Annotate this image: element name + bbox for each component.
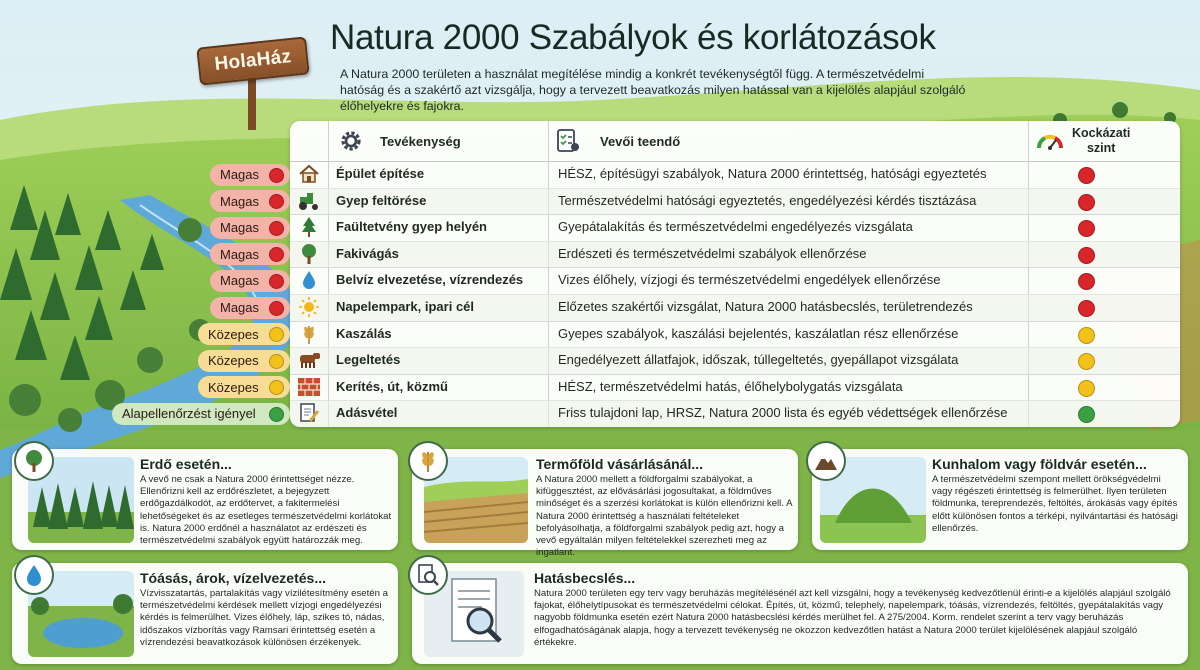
risk-level-badge: [198, 376, 290, 398]
checklist-icon: [556, 121, 584, 161]
todo-cell: Gyepátalakítás és természetvédelmi engedélyezés vizsgálata: [558, 219, 913, 235]
risk-level-label: Alapellenőrzést igényel: [122, 406, 256, 422]
risk-indicator: [1078, 380, 1095, 397]
tractor-icon: [296, 190, 322, 212]
risk-indicator: [1078, 167, 1095, 184]
risk-indicator: [1078, 353, 1095, 370]
page-title: Natura 2000 Szabályok és korlátozások: [330, 18, 936, 57]
risk-level-dot: [269, 274, 284, 289]
water-drop-icon: [14, 555, 54, 595]
todo-cell: HÉSZ, természetvédelmi hatás, élőhelybolygatás vizsgálata: [558, 378, 903, 394]
activity-cell: Legeltetés: [336, 352, 401, 368]
table-row: [290, 347, 1180, 375]
card-farmland-text: A Natura 2000 mellett a földforgalmi szabályokat, a kifüggesztést, az elővásárlási jogosultakat, a földműves minőséget és a szerzési korlátokat is külön ellenőrizni kell. A Natura 2000 érintettség a használati feltételeket befolyásolhatja, a földforgalmi szabályok pedig azt, hogy a vevő egyáltalán milyen feltételekkel szerezheti meg az ingatlant.: [536, 474, 792, 559]
card-farmland: [412, 449, 798, 559]
activity-cell: Adásvétel: [336, 405, 398, 421]
todo-cell: HÉSZ, építésügyi szabályok, Natura 2000 érintettség, hatósági egyeztetés: [558, 166, 987, 181]
risk-indicator: [1078, 300, 1095, 317]
risk-level-label: Magas: [220, 167, 260, 182]
brick-wall-icon: [296, 376, 322, 398]
magnifier-document-icon: [408, 555, 448, 595]
risk-level-badge: [210, 190, 290, 212]
risk-level-dot: [269, 247, 284, 262]
house-icon: [296, 163, 322, 185]
risk-level-label: Közepes: [208, 353, 259, 369]
mountain-icon: [806, 441, 846, 481]
card-forest-text: A vevő ne csak a Natura 2000 érintettséget nézze. Ellenőrizni kell az erdőrészletet, a bejegyzett erdőgazdálkodót, az erdőtervet, a fakitermelési lehetőségeket és az esetleges természetvédelmi korlátokat is. Natura 2000 erdőnél a használatot az erdészeti és természetvédelmi szabályok együtt határozzák meg.: [140, 474, 392, 547]
risk-level-label: Magas: [220, 273, 260, 289]
header-todo: Vevői teendő: [600, 133, 681, 149]
risk-indicator: [1078, 273, 1095, 290]
gauge-icon: [1036, 121, 1066, 161]
table-body: [290, 161, 1180, 427]
risk-level-label: Magas: [220, 220, 260, 236]
risk-level-dot: [269, 380, 284, 395]
risk-level-label: Magas: [220, 193, 260, 209]
risk-level-badge: [198, 323, 290, 345]
card-impact: [412, 563, 1188, 664]
activity-cell: Kerítés, út, közmű: [336, 378, 448, 394]
todo-cell: Természetvédelmi hatósági egyeztetés, engedélyezési kérdés tisztázása: [558, 192, 977, 208]
risk-level-label: Közepes: [208, 379, 259, 395]
card-forest: [12, 449, 398, 550]
todo-cell: Friss tulajdoni lap, HRSZ, Natura 2000 lista és egyéb védettségek ellenőrzése: [558, 405, 1008, 421]
page-subtitle: A Natura 2000 területen a használat megítélése mindig a konkrét tevékenységtől függ. A természetvédelmi hatóság és a szakértő azt vizsgálja, hogy a tervezett beavatkozás milyen hatással van a kijelölés alapjául szolgáló élőhelyekre és fajokra.: [340, 67, 966, 113]
activity-cell: Kaszálás: [336, 325, 392, 341]
cow-icon: [296, 349, 322, 371]
card-wetland-title: Tóásás, árok, vízelvezetés...: [140, 570, 326, 586]
conifer-icon: [296, 216, 322, 238]
risk-level-dot: [269, 168, 284, 183]
risk-level-badge: [198, 350, 290, 372]
risk-level-dot: [269, 354, 284, 369]
table-row: [290, 321, 1180, 349]
risk-level-badge: [112, 403, 290, 425]
table-row: [290, 374, 1180, 402]
tree-icon: [14, 441, 54, 481]
brand-signpost: [198, 42, 308, 80]
risk-indicator: [1078, 327, 1095, 344]
header-risk: Kockázati szint: [1072, 126, 1131, 155]
brand-logo: HolaHáz: [196, 36, 309, 85]
document-pen-icon: [296, 402, 322, 424]
activity-cell: Belvíz elvezetése, vízrendezés: [336, 272, 524, 288]
table-row: [290, 400, 1180, 427]
todo-cell: Engedélyezett állatfajok, időszak, túllegeltetés, gyepállapot vizsgálata: [558, 352, 959, 368]
todo-cell: Erdészeti és természetvédelmi szabályok ellenőrzése: [558, 245, 867, 261]
table-header: [290, 121, 1180, 162]
risk-level-badge: [210, 217, 290, 239]
table-row: [290, 161, 1180, 189]
table-row: [290, 214, 1180, 242]
gear-icon: [338, 121, 366, 161]
card-kurgan-text: A természetvédelmi szempont mellett örökségvédelmi vagy régészeti érintettség is felmerülhet. Ilyen területen földmunka, tereprendezés, feltöltés, árokásás vagy építés előtt különösen fontos a térképi, nyilvántartási és hatósági ellenőrzés.: [932, 474, 1178, 534]
risk-level-badge: [210, 297, 290, 319]
activity-table: [290, 121, 1180, 427]
card-impact-text: Natura 2000 területen egy terv vagy beruházás megítélésénél azt kell vizsgálni, hogy a tevékenység kedvezőtlenül érinti-e a kijelölés alapjául szolgáló fajokat, élőhelytípusokat és természetvédelmi célokat. Építés, út, közmű, telephely, napelempark, tóásás, vízrendezés, feltöltés, gyepátalakítás vagy nagyobb földmunka esetén ezért Natura 2000 hatásbecslési kérdés merülhet fel. A 275/2004. Korm. rendelet szerint a terv vagy beruházás elfogadhatóságának alapja, hogy a tervezett tevékenység ne okozzon kedvezőtlen hatást a Natura 2000 terület kijelölésének alapjául szolgáló értékekre.: [534, 588, 1171, 648]
table-row: [290, 267, 1180, 295]
card-farmland-title: Termőföld vásárlásánál...: [536, 456, 704, 472]
table-row: [290, 294, 1180, 322]
risk-level-dot: [269, 327, 284, 342]
activity-cell: Napelempark, ipari cél: [336, 299, 475, 314]
card-kurgan: [812, 449, 1188, 550]
risk-level-dot: [269, 301, 284, 316]
risk-indicator: [1078, 220, 1095, 237]
water-drop-icon: [296, 269, 322, 291]
table-row: [290, 188, 1180, 216]
card-wetland-text: Vízvisszatartás, partalakítás vagy vízilétesítmény esetén a természetvédelmi kérdések mellett vízjogi engedélyezési kérdés is felmerülhet. Vizes élőhely, láp, szikes tó, nádas, időszakos vízborítás vagy Ramsari érintettség esetén a vízrendezési beavatkozások különösen érzékenyek.: [140, 588, 388, 648]
card-impact-title: Hatásbecslés...: [534, 570, 636, 586]
header-activity: Tevékenység: [380, 133, 461, 149]
risk-level-dot: [269, 407, 284, 422]
risk-indicator: [1078, 194, 1095, 211]
todo-cell: Előzetes szakértői vizsgálat, Natura 2000 hatásbecslés, területrendezés: [558, 299, 973, 314]
risk-level-badge: [210, 270, 290, 292]
sun-icon: [296, 296, 322, 318]
risk-indicator: [1078, 247, 1095, 264]
wheat-icon: [296, 323, 322, 345]
card-wetland: [12, 563, 398, 664]
todo-cell: Vizes élőhely, vízjogi és természetvédelmi engedélyek ellenőrzése: [558, 272, 941, 288]
todo-cell: Gyepes szabályok, kaszálási bejelentés, kaszálatlan rész ellenőrzése: [558, 325, 959, 341]
risk-level-badge: [210, 243, 290, 265]
risk-level-label: Magas: [220, 300, 260, 315]
table-row: [290, 241, 1180, 269]
risk-level-badge: [210, 164, 290, 186]
tree-icon: [296, 243, 322, 265]
activity-cell: Gyep feltörése: [336, 192, 427, 208]
card-kurgan-title: Kunhalom vagy földvár esetén...: [932, 456, 1147, 472]
card-forest-title: Erdő esetén...: [140, 456, 232, 472]
risk-level-dot: [269, 221, 284, 236]
risk-level-label: Közepes: [208, 326, 259, 342]
wheat-icon: [408, 441, 448, 481]
activity-cell: Fakivágás: [336, 245, 399, 261]
activity-cell: Faültetvény gyep helyén: [336, 219, 487, 235]
risk-level-label: Magas: [220, 246, 260, 262]
risk-level-dot: [269, 194, 284, 209]
risk-indicator: [1078, 406, 1095, 423]
activity-cell: Épület építése: [336, 166, 425, 181]
